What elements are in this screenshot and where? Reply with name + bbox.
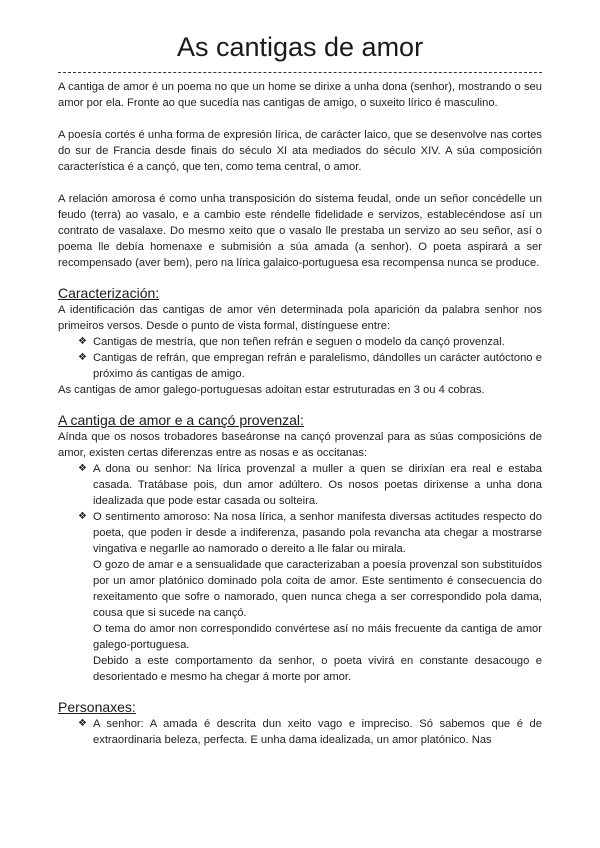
canco-intro: Aínda que os nosos trobadores baseáronse na cançó provenzal para as súas composicións de amor, existen certas diferenzas entre as nosas e as occitanas: (58, 431, 542, 459)
diamond-bullet-icon: ❖ (78, 463, 87, 474)
list-item-text: A senhor: A amada é descrita dun xeito vago e impreciso. Só sabemos que é de extraordinaria beleza, perfecta. E unha dama idealizada, un amor platónico. Nas (93, 718, 542, 746)
section-heading-caracterizacion: Caracterización: (58, 285, 160, 301)
intro-paragraph-1: A cantiga de amor é un poema no que un home se dirixe a unha dona (senhor), mostrando o seu amor por ela. Fronte ao que sucedía nas cantigas de amigo, o suxeito lírico é masculino. (58, 81, 542, 109)
section-heading-personaxes: Personaxes: (58, 699, 136, 715)
intro-paragraph-2: A poesía cortés é unha forma de expresión lírica, de carácter laico, que se desenvolve nas cortes do sur de Francia desde finais do século XI ata mediados do século XIV. A súa composición característica é a cançó, que ten, como tema central, o amor. (58, 129, 542, 173)
list-item (78, 334, 542, 350)
diamond-bullet-icon: ❖ (78, 718, 87, 729)
title-divider (58, 72, 542, 73)
list-item-text: Cantigas de mestría, que non teñen refrán e seguen o modelo da cançó provenzal. (93, 336, 505, 348)
canco-sub-paragraph-3: Debido a este comportamento da senhor, o poeta vivirá en constante desacougo e desorientado e mesmo ha chegar á morte por amor. (93, 655, 542, 683)
list-item (78, 461, 542, 509)
caracterizacion-outro: As cantigas de amor galego-portuguesas adoitan estar estruturadas en 3 ou 4 cobras. (58, 384, 485, 396)
section-caracterizacion (58, 285, 542, 398)
list-item-text: O sentimento amoroso: Na nosa lírica, a senhor manifesta diversas actitudes respecto do poeta, que poden ir desde a indiferenza, pasando pola revancha ata chegar a mostrarse vingativa e negarlle ao namorado o dereito a lle falar ou mirala. (93, 511, 542, 555)
canco-sub-paragraphs (58, 557, 542, 685)
section-personaxes (58, 699, 542, 748)
caracterizacion-list (58, 334, 542, 382)
list-item-text: Cantigas de refrán, que empregan refrán e paralelismo, dándolles un carácter autóctono e próximo ás cantigas de amigo. (93, 352, 542, 380)
canco-list (58, 461, 542, 557)
caracterizacion-intro: A identificación das cantigas de amor vén determinada pola aparición da palabra senhor nos primeiros versos. Desde o punto de vista formal, distínguese entre: (58, 304, 542, 332)
diamond-bullet-icon: ❖ (78, 511, 87, 522)
canco-sub-paragraph-2: O tema do amor non correspondido convértese así no máis frecuente da cantiga de amor galego-portuguesa. (93, 623, 542, 651)
list-item (78, 716, 542, 748)
diamond-bullet-icon: ❖ (78, 352, 87, 363)
section-canco (58, 412, 542, 685)
list-item-text: A dona ou senhor: Na lírica provenzal a muller a quen se dirixían era real e estaba casada. Tratábase pois, dun amor adúltero. Os nosos poetas dirixense a unha dona idealizada que pode estar casada ou solteira. (93, 463, 542, 507)
list-item (78, 350, 542, 382)
diamond-bullet-icon: ❖ (78, 336, 87, 347)
canco-sub-paragraph-1: O gozo de amar e a sensualidade que caracterizaban a poesía provenzal son substituídos por un amor platónico dominado pola coita de amor. Este sentimento é consecuencia do rexeitamento que sofre o namorado, quen nunca chega a ser correspondido pola dama, cousa que si sucede na cançó. (93, 559, 542, 619)
intro-paragraph-3: A relación amorosa é como unha transposición do sistema feudal, onde un señor concédelle un feudo (terra) ao vasalo, e a cambio este réndelle fidelidade e servizos, establecéndose así un contrato de vasalaxe. Do mesmo xeito que o vasalo lle prestaba un servizo ao seu señor, así o poema lle debía homenaxe e submisión a súa amada (a senhor). O poeta aspirará a ser recompensado (aver bem), pero na lírica galaico-portuguesa esa recompensa nunca se produce. (58, 193, 542, 269)
page-title: As cantigas de amor (176, 32, 424, 62)
list-item (78, 509, 542, 557)
section-heading-canco: A cantiga de amor e a cançó provenzal: (58, 412, 304, 428)
personaxes-list (58, 716, 542, 748)
